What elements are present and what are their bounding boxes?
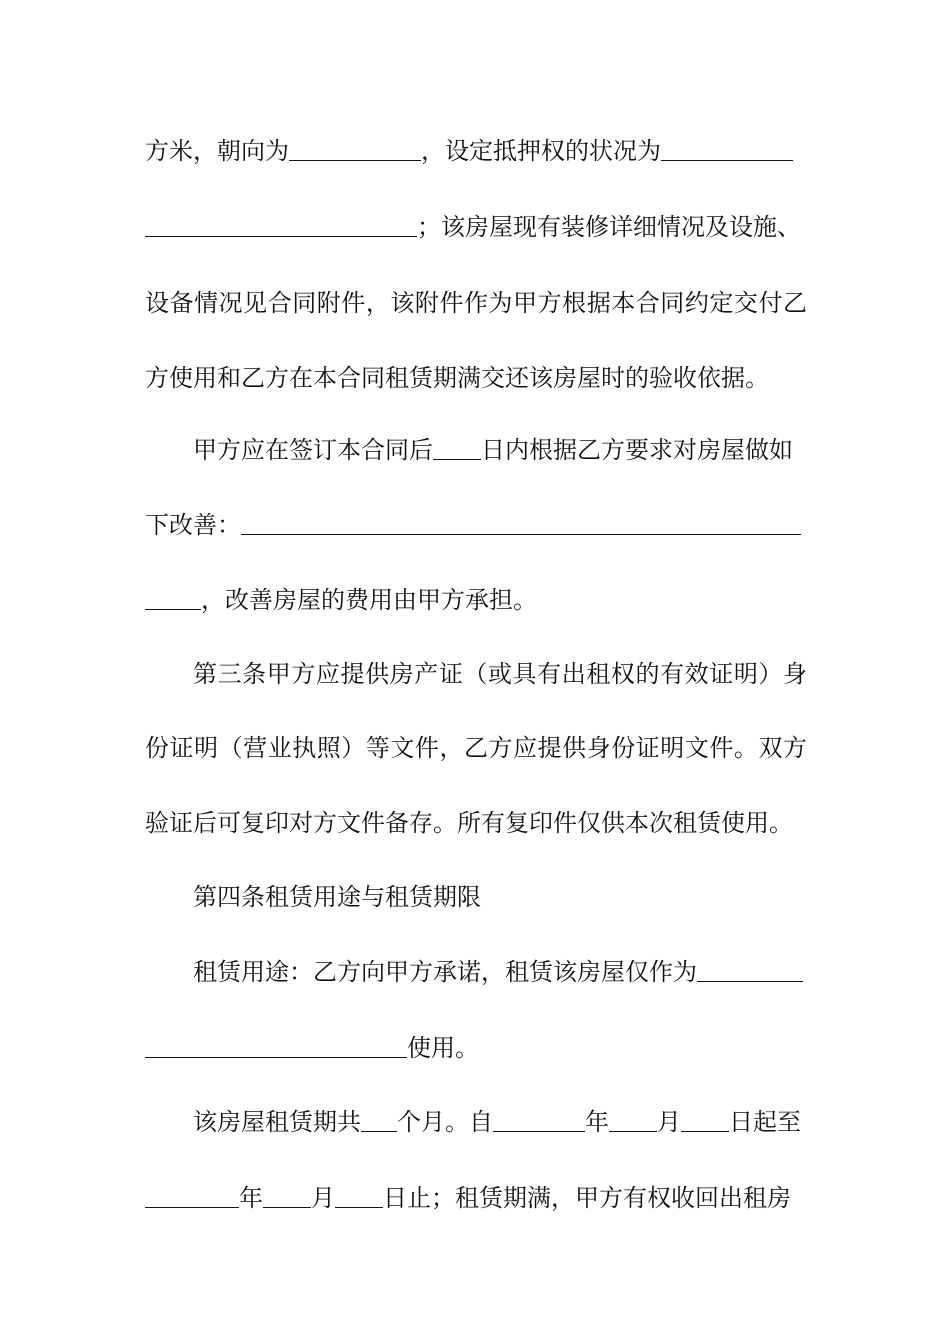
section-heading: 第四条租赁用途与租赁期限: [193, 883, 481, 911]
text-segment: 该房屋租赁期共: [193, 1108, 361, 1136]
paragraph-line-8: 第三条甲方应提供房产证（或具有出租权的有效证明）身: [193, 660, 807, 688]
fill-in-blank-end-day[interactable]: [335, 1179, 383, 1208]
paragraph-line-2: [145, 207, 807, 247]
fill-in-blank-improvements[interactable]: [241, 506, 801, 535]
fill-in-blank-usage[interactable]: [697, 953, 803, 982]
text-segment: 日内根据乙方要求对房屋做如: [481, 436, 793, 464]
paragraph-line-5: [193, 430, 807, 470]
fill-in-blank-start-day[interactable]: [681, 1103, 729, 1132]
paragraph-line-3: 设备情况见合同附件，该附件作为甲方根据本合同约定交付乙: [145, 289, 807, 317]
text-segment: 年: [239, 1184, 263, 1212]
text-segment: 租赁用途：乙方向甲方承诺，租赁该房屋仅作为: [193, 958, 697, 986]
text-segment: 月: [311, 1184, 335, 1212]
paragraph-line-9: 份证明（营业执照）等文件，乙方应提供身份证明文件。双方: [145, 734, 807, 762]
paragraph-line-7: [145, 580, 807, 620]
fill-in-blank-start-year[interactable]: [493, 1103, 585, 1132]
text-segment: 方米，朝向为: [145, 137, 289, 165]
text-segment: ，改善房屋的费用由甲方承担。: [201, 586, 537, 614]
fill-in-blank-end-month[interactable]: [263, 1179, 311, 1208]
text-segment: 甲方应在签订本合同后: [193, 436, 433, 464]
paragraph-line-15: [145, 1178, 807, 1218]
text-segment: ；该房屋现有装修详细情况及设施、: [417, 213, 801, 241]
fill-in-blank-orientation[interactable]: [289, 132, 421, 161]
paragraph-line-14: [193, 1102, 807, 1142]
text-segment: 个月。自: [397, 1108, 493, 1136]
paragraph-line-13: [145, 1028, 807, 1068]
fill-in-blank-usage-cont[interactable]: [145, 1029, 407, 1058]
text-segment: 年: [585, 1108, 609, 1136]
text-segment: 日止；租赁期满，甲方有权收回出租房: [383, 1184, 791, 1212]
text-segment: ，设定抵押权的状况为: [421, 137, 661, 165]
fill-in-blank-mortgage-status[interactable]: [661, 132, 793, 161]
fill-in-blank-improvements-cont[interactable]: [145, 581, 201, 610]
text-segment: 使用。: [407, 1034, 479, 1062]
text-segment: 月: [657, 1108, 681, 1136]
fill-in-blank-months[interactable]: [361, 1103, 397, 1132]
fill-in-blank-end-year[interactable]: [145, 1179, 239, 1208]
paragraph-line-12: [193, 952, 807, 992]
paragraph-line-6: [145, 505, 807, 545]
fill-in-blank-start-month[interactable]: [609, 1103, 657, 1132]
paragraph-line-1: [145, 131, 807, 171]
text-segment: 日起至: [729, 1108, 801, 1136]
paragraph-line-10: 验证后可复印对方文件备存。所有复印件仅供本次租赁使用。: [145, 809, 793, 837]
fill-in-blank-mortgage-status-cont[interactable]: [145, 208, 417, 237]
paragraph-line-4: 方使用和乙方在本合同租赁期满交还该房屋时的验收依据。: [145, 364, 769, 392]
fill-in-blank-days[interactable]: [433, 431, 481, 460]
text-segment: 下改善：: [145, 511, 241, 539]
